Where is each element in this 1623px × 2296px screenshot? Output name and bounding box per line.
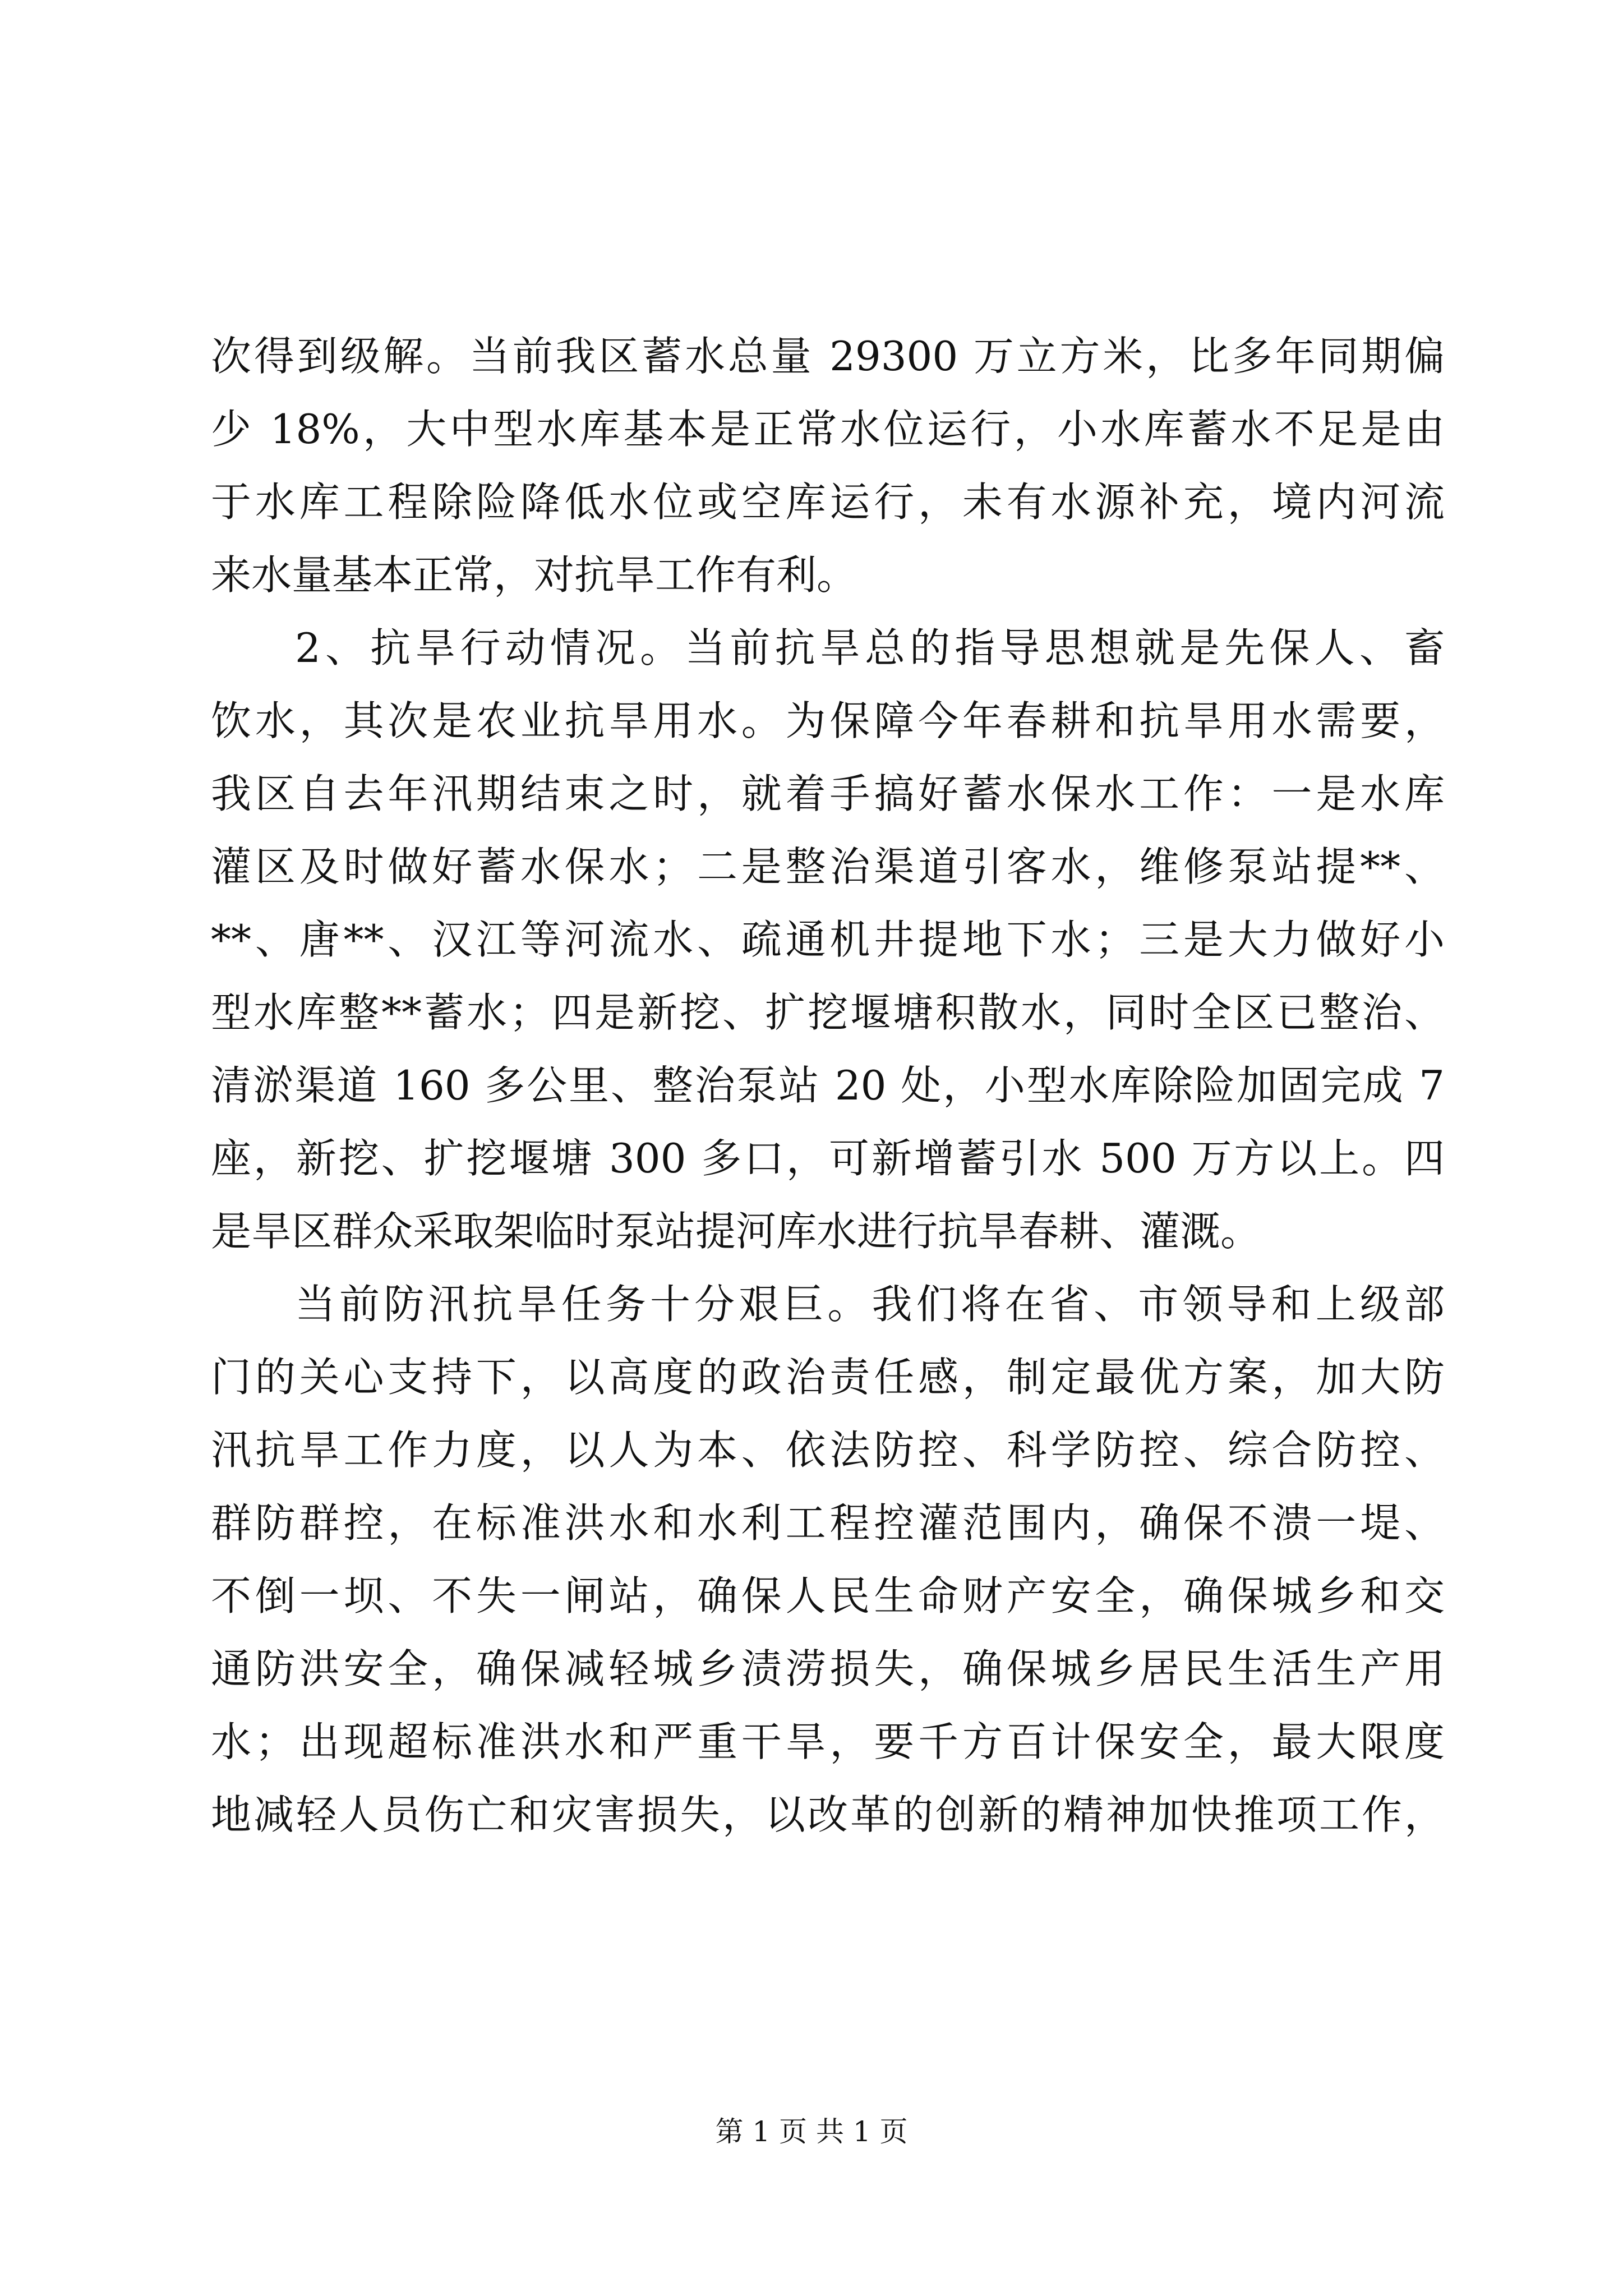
text-line: 我区自去年汛期结束之时，就着手搞好蓄水保水工作：一是水库 <box>211 770 1445 817</box>
text-line: 灌区及时做好蓄水保水；二是整治渠道引客水，维修泵站提**、 <box>211 843 1445 890</box>
text-line: 来水量基本正常，对抗旱工作有利。 <box>211 551 857 599</box>
text-line: 清淤渠道 160 多公里、整治泵站 20 处，小型水库除险加固完成 7 <box>211 1062 1445 1109</box>
text-line: **、唐**、汉江等河流水、疏通机井提地下水；三是大力做好小 <box>211 916 1445 963</box>
text-line: 当前防汛抗旱任务十分艰巨。我们将在省、市领导和上级部 <box>295 1281 1445 1328</box>
text-line: 通防洪安全，确保减轻城乡渍涝损失，确保城乡居民生活生产用 <box>211 1645 1445 1692</box>
text-line: 2、抗旱行动情况。当前抗旱总的指导思想就是先保人、畜 <box>295 624 1445 671</box>
text-line: 是旱区群众采取架临时泵站提河库水进行抗旱春耕、灌溉。 <box>211 1208 1261 1255</box>
text-line: 不倒一坝、不失一闸站，确保人民生命财产安全，确保城乡和交 <box>211 1572 1445 1619</box>
text-line: 水；出现超标准洪水和严重干旱，要千方百计保安全，最大限度 <box>211 1718 1445 1765</box>
text-line: 次得到级解。当前我区蓄水总量 29300 万立方米，比多年同期偏 <box>211 333 1445 380</box>
text-line: 门的关心支持下，以高度的政治责任感，制定最优方案，加大防 <box>211 1354 1445 1401</box>
text-line: 座，新挖、扩挖堰塘 300 多口，可新增蓄引水 500 万方以上。四 <box>211 1135 1445 1182</box>
text-line: 型水库整**蓄水；四是新挖、扩挖堰塘积散水，同时全区已整治、 <box>211 989 1445 1036</box>
text-line: 少 18%，大中型水库基本是正常水位运行，小水库蓄水不足是由 <box>211 406 1445 453</box>
page-footer: 第 1 页 共 1 页 <box>715 2115 908 2148</box>
text-line: 饮水，其次是农业抗旱用水。为保障今年春耕和抗旱用水需要， <box>211 697 1445 744</box>
text-line: 地减轻人员伤亡和灾害损失，以改革的创新的精神加快推项工作， <box>211 1791 1445 1838</box>
text-line: 汛抗旱工作力度，以人为本、依法防控、科学防控、综合防控、 <box>211 1427 1445 1474</box>
text-line: 于水库工程除险降低水位或空库运行，未有水源补充，境内河流 <box>211 478 1445 526</box>
text-line: 群防群控，在标准洪水和水利工程控灌范围内，确保不溃一堤、 <box>211 1499 1445 1547</box>
